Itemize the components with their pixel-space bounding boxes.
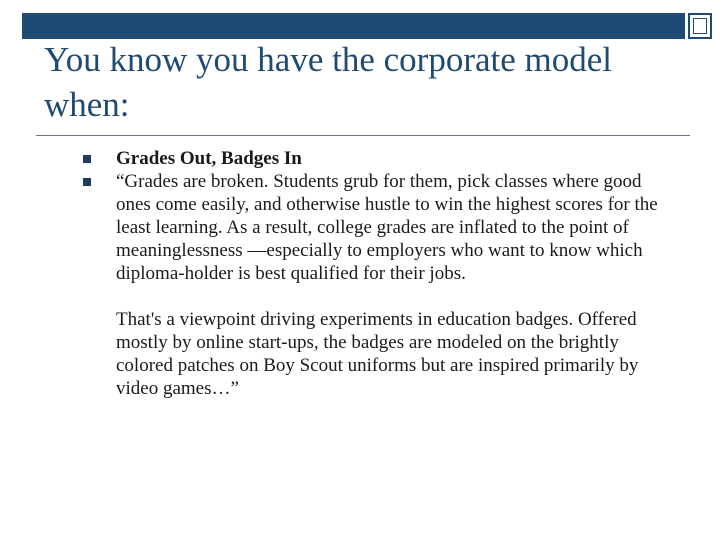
bullet-item-1 xyxy=(60,147,680,170)
square-bullet-icon xyxy=(83,155,91,163)
header-bar xyxy=(22,13,685,39)
square-bullet-icon xyxy=(83,178,91,186)
quote-paragraph-2: That's a viewpoint driving experiments in education badges. Offered mostly by online start-ups, the badges are modeled on the brightly colored patches on Boy Scout uniforms but are inspired primarily by video games…” xyxy=(116,309,639,399)
bullet-list xyxy=(60,147,680,400)
title-divider xyxy=(36,135,690,136)
bullet-heading: Grades Out, Badges In xyxy=(116,148,302,169)
quote-paragraph-1: “Grades are broken. Students grub for them, pick classes where good ones come easily, and otherwise hustle to win the highest scores for the least learning. As a result, college grades are inflated to the point of meaninglessness —especially to employers who want to know which diploma-holder is best qualified for their jobs. xyxy=(116,171,658,284)
bullet-item-2 xyxy=(60,170,680,400)
corner-box xyxy=(688,13,712,39)
slide-title: You know you have the corporate model when: xyxy=(44,40,612,124)
